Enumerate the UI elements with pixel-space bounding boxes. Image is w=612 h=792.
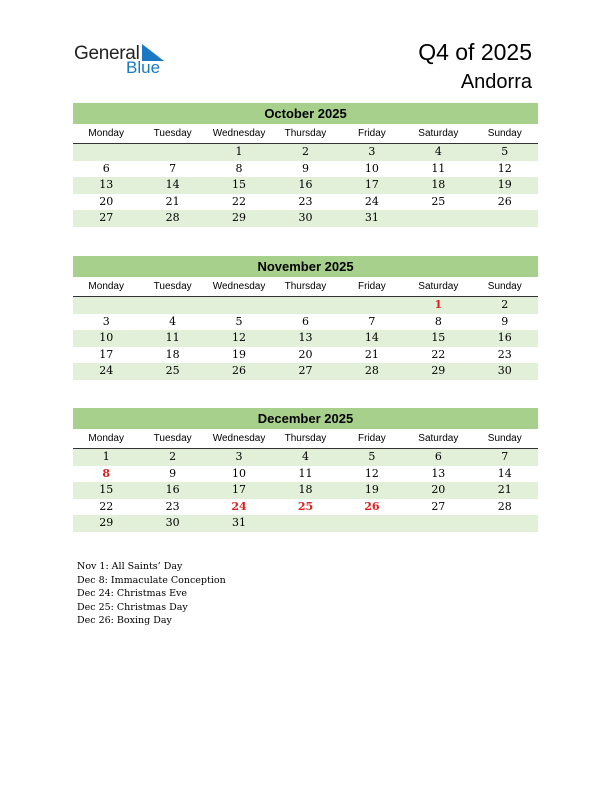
week-row [73, 177, 538, 194]
day-cell: 6 [301, 314, 309, 328]
holiday-note: Nov 1: All Saints’ Day [77, 561, 183, 572]
logo-text-blue: Blue [126, 58, 161, 77]
day-cell: 21 [165, 194, 180, 208]
day-cell: 2 [301, 145, 309, 158]
weekday-label: Sunday [487, 128, 522, 139]
week-row [73, 466, 538, 483]
week-row [73, 161, 538, 178]
day-cell: 11 [298, 466, 313, 480]
day-cell: 10 [364, 161, 379, 175]
month-title: October 2025 [73, 103, 538, 124]
day-cell: 22 [232, 194, 247, 208]
day-cell: 15 [232, 178, 247, 191]
empty-day-cell [73, 144, 139, 161]
empty-day-cell [405, 210, 471, 227]
day-cell: 18 [298, 483, 313, 496]
day-cell: 31 [364, 211, 379, 224]
holiday-day-cell: 26 [364, 499, 380, 513]
day-cell: 29 [99, 516, 114, 529]
week-row [73, 515, 538, 532]
week-row [73, 314, 538, 331]
month-grid [73, 144, 538, 227]
day-cell: 9 [169, 466, 177, 480]
day-cell: 30 [165, 516, 180, 529]
month-december [73, 408, 538, 532]
day-cell: 22 [431, 347, 446, 361]
weekday-label: Friday [358, 281, 386, 292]
day-cell: 24 [364, 194, 379, 208]
day-cell: 17 [99, 347, 114, 361]
day-cell: 28 [497, 499, 512, 513]
day-cell: 30 [497, 364, 512, 377]
day-cell: 3 [368, 145, 376, 158]
weekday-label: Tuesday [153, 281, 192, 292]
day-cell: 28 [165, 211, 180, 224]
day-cell: 7 [368, 314, 376, 328]
day-cell: 4 [169, 314, 177, 328]
month-title: November 2025 [73, 256, 538, 277]
empty-day-cell [73, 297, 139, 314]
day-cell: 21 [364, 347, 379, 361]
weekday-label: Tuesday [153, 433, 192, 444]
week-row [73, 363, 538, 380]
week-row [73, 482, 538, 499]
day-cell: 27 [298, 364, 313, 377]
weekday-label: Sunday [487, 433, 522, 444]
weekday-header [73, 430, 538, 449]
empty-day-cell [339, 297, 405, 314]
day-cell: 12 [497, 161, 512, 175]
day-cell: 13 [431, 466, 446, 480]
day-cell: 19 [232, 347, 247, 361]
weekday-header [73, 278, 538, 297]
empty-day-cell [139, 144, 205, 161]
holiday-day-cell: 24 [231, 499, 247, 513]
day-cell: 6 [102, 161, 110, 175]
month-grid [73, 449, 538, 532]
day-cell: 8 [434, 314, 442, 328]
month-grid [73, 297, 538, 380]
day-cell: 20 [431, 483, 446, 496]
day-cell: 17 [364, 178, 379, 191]
weekday-label: Monday [88, 281, 124, 292]
day-cell: 13 [99, 178, 114, 191]
day-cell: 14 [497, 466, 512, 480]
logo-text-general: General [74, 43, 140, 64]
weekday-label: Wednesday [212, 281, 266, 292]
weekday-header [73, 125, 538, 144]
empty-day-cell [472, 210, 538, 227]
day-cell: 14 [364, 331, 379, 344]
day-cell: 27 [99, 211, 114, 224]
holiday-note: Dec 25: Christmas Day [77, 601, 188, 613]
weekday-label: Wednesday [212, 128, 266, 139]
week-row [73, 144, 538, 161]
day-cell: 5 [501, 145, 509, 158]
day-cell: 23 [165, 499, 180, 513]
empty-day-cell [206, 297, 272, 314]
day-cell: 24 [99, 364, 114, 377]
day-cell: 4 [434, 145, 442, 158]
day-cell: 23 [298, 194, 313, 208]
day-cell: 13 [298, 331, 313, 344]
holiday-notes [77, 560, 226, 628]
holiday-note: Dec 26: Boxing Day [77, 615, 172, 626]
day-cell: 12 [232, 331, 247, 344]
week-row [73, 449, 538, 466]
weekday-label: Saturday [418, 433, 459, 444]
day-cell: 2 [169, 450, 177, 463]
day-cell: 4 [301, 450, 309, 463]
day-cell: 8 [235, 161, 243, 175]
month-november [73, 256, 538, 380]
day-cell: 25 [165, 364, 180, 377]
weekday-label: Tuesday [153, 128, 192, 139]
day-cell: 16 [298, 178, 313, 191]
day-cell: 16 [165, 483, 180, 496]
month-title: December 2025 [73, 408, 538, 429]
day-cell: 3 [235, 450, 243, 463]
day-cell: 25 [431, 194, 446, 208]
day-cell: 5 [235, 314, 243, 328]
day-cell: 29 [431, 364, 446, 377]
week-row [73, 330, 538, 347]
day-cell: 21 [497, 483, 512, 496]
day-cell: 5 [368, 450, 376, 463]
day-cell: 7 [501, 450, 509, 463]
weekday-label: Thursday [284, 433, 327, 444]
day-cell: 20 [298, 347, 313, 361]
page-title: Q4 of 2025 [418, 39, 532, 65]
day-cell: 23 [497, 347, 512, 361]
weekday-label: Thursday [284, 281, 327, 292]
week-row [73, 297, 538, 314]
empty-day-cell [472, 515, 538, 532]
holiday-note: Dec 24: Christmas Eve [77, 588, 188, 599]
day-cell: 29 [232, 211, 247, 224]
weekday-label: Friday [358, 433, 386, 444]
day-cell: 1 [102, 450, 110, 463]
day-cell: 26 [232, 364, 247, 377]
day-cell: 16 [497, 331, 512, 344]
day-cell: 19 [364, 483, 379, 496]
empty-day-cell [272, 297, 338, 314]
empty-day-cell [272, 515, 338, 532]
holiday-day-cell: 25 [297, 499, 314, 513]
day-cell: 27 [431, 499, 446, 513]
weekday-label: Monday [88, 128, 124, 139]
weekday-label: Monday [88, 433, 124, 444]
week-row [73, 499, 538, 516]
day-cell: 2 [501, 298, 509, 311]
weekday-label: Sunday [487, 281, 522, 292]
day-cell: 11 [431, 161, 446, 175]
day-cell: 15 [99, 483, 114, 496]
week-row [73, 210, 538, 227]
holiday-note: Dec 8: Immaculate Conception [77, 574, 226, 586]
empty-day-cell [139, 297, 205, 314]
day-cell: 19 [497, 178, 512, 191]
country-name: Andorra [460, 71, 532, 93]
empty-day-cell [339, 515, 405, 532]
holiday-day-cell: 1 [434, 298, 443, 311]
empty-day-cell [405, 515, 471, 532]
day-cell: 18 [431, 178, 446, 191]
day-cell: 14 [165, 178, 180, 191]
day-cell: 26 [497, 194, 512, 208]
day-cell: 30 [298, 211, 313, 224]
day-cell: 17 [232, 483, 247, 496]
day-cell: 7 [169, 161, 177, 175]
day-cell: 9 [301, 161, 309, 175]
day-cell: 1 [235, 145, 243, 158]
weekday-label: Saturday [418, 281, 459, 292]
day-cell: 20 [99, 194, 114, 208]
day-cell: 6 [434, 450, 442, 463]
day-cell: 18 [165, 347, 180, 361]
day-cell: 3 [102, 314, 110, 328]
day-cell: 11 [165, 331, 180, 344]
weekday-label: Saturday [418, 128, 459, 139]
generalblue-logo [74, 40, 174, 80]
day-cell: 15 [431, 331, 446, 344]
holiday-day-cell: 8 [102, 466, 111, 480]
day-cell: 22 [99, 499, 114, 513]
day-cell: 10 [232, 466, 247, 480]
weekday-label: Thursday [284, 128, 327, 139]
day-cell: 31 [232, 516, 247, 529]
week-row [73, 347, 538, 364]
weekday-label: Friday [358, 128, 386, 139]
day-cell: 9 [501, 314, 509, 328]
day-cell: 12 [364, 466, 379, 480]
week-row [73, 194, 538, 211]
month-october [73, 103, 538, 227]
weekday-label: Wednesday [212, 433, 266, 444]
day-cell: 28 [364, 364, 379, 377]
day-cell: 10 [99, 331, 114, 344]
